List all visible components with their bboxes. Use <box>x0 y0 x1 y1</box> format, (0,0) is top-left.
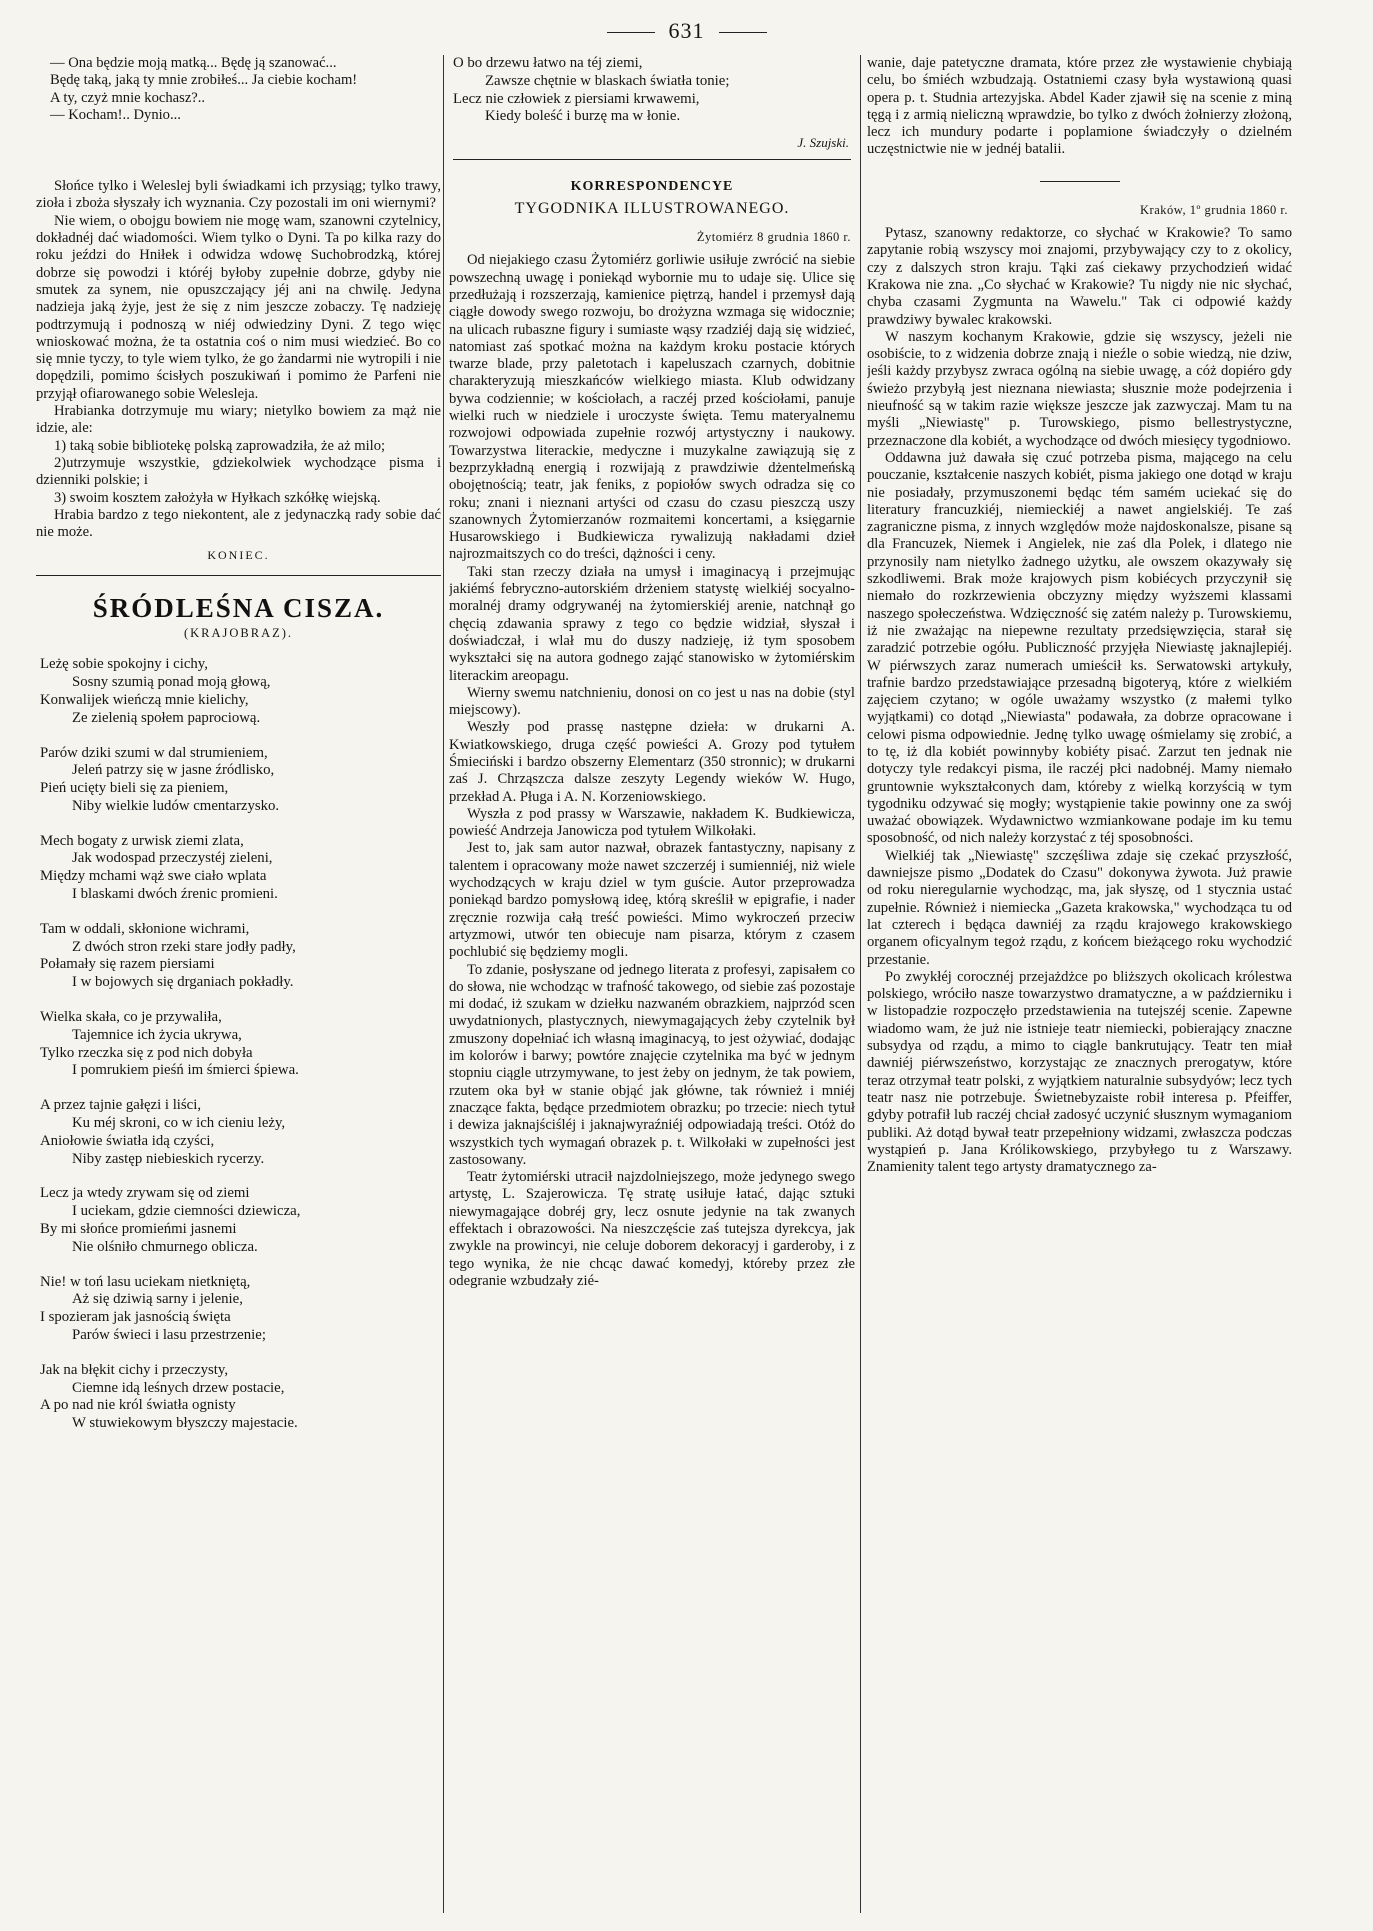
poem-line: Parów dziki szumi w dal strumieniem, <box>40 744 268 761</box>
poem-line: Ku méj skroni, co w ich cieniu leży, <box>72 1115 286 1132</box>
article-paragraph: To zdanie, posłyszane od jednego literata z profesyi, zapisałem co do słowa, nie wchodząc w trafność takowego, od siebie zaś pozostaje mi dodać, iż szukam w dziełku nazwaném obrazkiem, najprzód scen uwydatnionych, plastycznych, niewymagających żeby czytelnik był zmuszony dopełniać ich własną imaginacyą, to jest ożywiać, dodając im kolorów i barwy; powtóre znajęcie czytelnika ma być w jednym stopniu ciągle utrzymywane, to jest żeby on jednym, że tak powiem, rzutem oka był w stanie objąć jak główne, tak również i mniéj znaczące fakta, będące przedmiotem obrazku; po trzecie: niech tytuł i dewiza jaknajściśléj i jaknajwyraźniéj odpowiadają treści. Otóż do wszystkich tych wymagań obrazek p. t. Wilkołaki w zupełności jest zastosowany. <box>449 961 855 1168</box>
column-1 <box>36 55 441 1915</box>
poem-line: A przez tajnie gałęzi i liści, <box>40 1097 202 1114</box>
poem-line: Ze zielenią społem paprociową. <box>72 709 261 726</box>
column-2 <box>449 55 855 1915</box>
dialogue-line: — Ona będzie moją matką... Będę ją szanować... <box>50 55 337 71</box>
poem-stanza <box>36 921 441 992</box>
poem-line: Leżę sobie spokojny i cichy, <box>40 656 208 673</box>
poem-line: Tam w oddali, skłonione wichrami, <box>40 920 250 937</box>
poem-stanza <box>36 1009 441 1080</box>
article-paragraph: Wierny swemu natchnieniu, donosi on co jest u nas na dobie (styl miejscowy). <box>449 684 855 719</box>
dateline: Żytomiérz 8 grudnia 1860 r. <box>696 230 851 245</box>
poem-line: Nie olśniło chmurnego oblicza. <box>72 1238 258 1255</box>
story-paragraph: 1) taką sobie bibliotekę polską zaprowadziła, że aż milo; <box>54 437 386 454</box>
poem-line: Zawsze chętnie w blaskach światła tonie; <box>485 72 730 89</box>
poem-line: Ciemne idą leśnych drzew postacie, <box>72 1379 285 1396</box>
story-paragraph: Hrabianka dotrzymuje mu wiary; nietylko bowiem za mąż nie idzie, ale: <box>36 403 441 437</box>
poem-line: A po nad nie król światła ognisty <box>40 1397 236 1414</box>
poem-line: Aniołowie światła idą czyści, <box>40 1132 215 1149</box>
poem-line: I w bojowych się drganiach pokładły. <box>72 974 294 991</box>
page-number-text: 631 <box>668 18 705 43</box>
article-paragraph: wanie, daje patetyczne dramata, które przez złe wystawienie chybiają celu, bo śmiéch wzbudzają. Ostatniemi czasy była wystawioną quasi opera p. t. Studnia artezyjska. Abdel Kader zjawił się na scenie z miną tęgą i z armią nieliczną wprawdzie, bo tylko z dwóch żołnierzy złożoną, lecz ich mundury podarte i poplamione świadczyły o dzielném uczęstnictwie nie w jednéj batalii. <box>867 55 1292 158</box>
poem-line: Lecz ja wtedy zrywam się od ziemi <box>40 1185 250 1202</box>
poem-stanza <box>36 1185 441 1256</box>
poem-line: Tylko rzeczka się z pod nich dobyła <box>40 1044 253 1061</box>
poem-line: Tajemnice ich życia ukrywa, <box>72 1026 242 1043</box>
poem-line: W stuwiekowym błyszczy majestacie. <box>72 1415 298 1432</box>
dialogue-line: Będę taką, jaką ty mnie zrobiłeś... Ja ciebie kocham! <box>50 72 358 89</box>
poem-line: Pień ucięty bieli się za pieniem, <box>40 780 229 797</box>
story-paragraph: Słońce tylko i Weleslej byli świadkami ich przysiąg; tylko trawy, zioła i zboża słyszały ich wyznania. Czy pozostali im oni wiernymi? <box>36 178 441 212</box>
poem-line: Kiedy boleść i burzę ma w łonie. <box>485 108 681 125</box>
article-paragraph: Od niejakiego czasu Żytomiérz gorliwie usiłuje zwrócić na siebie powszechną uwagę i poniekąd wybornie mu to udaje się. Ulice się przedłużają i rozszerzają, kamienice piętrzą, handel i przemysł dają ciągłe dowody swego rozwoju, bo drożyzna wzmaga się widocznie; na ulicach rubaszne figury i sumiaste wąsy rzadziéj dają się widzieć, natomiast zaś spotkać można na każdym kroku postacie których twarze blade, przy paletotach i kapeluszach czarnych, dobitnie charakteryzują mieszkańców wielkiego miasta. Klub odwidzany bywa codziennie; w kościołach, a raczéj przed kościołami, panuje wielki ruch w niedziele i uroczyste święta. Temu materyalnemu rozwojowi odpowiada zupełnie rozwój artystyczny i naukowy. Towarzystwa literackie, medyczne i muzykalne zawiązują się z bezprzykładną energią i rozwijają z prawdziwie dżentelmeńską obojętnością; teatr, jak feniks, z popiołów swych odradza się co roku; znani i nieznani artyści od czasu do czasu pieszczą uszy szanownych Żytomierzanów rozmaitemi koncertami, a księgarnie Husarowskiego i Budkiewicza rywalizują nakładami dzieł najrozmaitszych co do treści, dążności i ceny. <box>449 252 855 563</box>
section-rule <box>453 159 851 160</box>
poem-stanza <box>36 656 441 727</box>
page-number <box>0 18 1373 44</box>
poem-line: Wielka skała, co je przywaliła, <box>40 1009 222 1026</box>
section-rule <box>1040 181 1120 182</box>
story-paragraph: 2)utrzymuje wszystkie, gdziekolwiek wychodzące pisma i dzienniki polskie; i <box>36 454 441 489</box>
poem-line: Niby zastęp niebieskich rycerzy. <box>72 1150 265 1167</box>
poem-stanza <box>36 1362 441 1433</box>
poem-stanza <box>36 833 441 904</box>
poem-line: Jak wodospad przeczystéj zieleni, <box>72 850 273 867</box>
article-paragraph: W naszym kochanym Krakowie, gdzie się wszyscy, jeżeli nie osobiście, to z widzenia dobrze znają i nieźle o sobie wiedzą, nie dziw, jeśli każdy przybysz zwraca ogólną na siebie uwagę, a cóż dopiéro gdy świeżo przybyłą jest nieznana niewiasta; słusznie może podejrzenia i nieufność są w takim razie większe jeszcze jak zazwyczaj. Mam tu na myśli „Niewiastę" p. Turowskiego, pismo bellestrystyczne, przeznaczone dla kobiét, a wychodzące od dwóch miesięcy tygodniowo. <box>867 328 1292 449</box>
poem-body <box>36 656 441 1433</box>
poem-line: Konwalijek wieńczą mnie kielichy, <box>40 691 249 708</box>
poem-author: J. Szujski. <box>797 135 849 151</box>
poem-line: Niby wielkie ludów cmentarzysko. <box>72 797 280 814</box>
section-subtitle: TYGODNIKA ILLUSTROWANEGO. <box>514 199 790 217</box>
story-paragraph: Hrabia bardzo z tego niekontent, ale z jedynaczką rady sobie dać nie może. <box>36 506 441 541</box>
poem-stanza <box>449 55 855 126</box>
section-title: KORRESPONDENCYE <box>570 179 734 195</box>
poem-line: By mi słońce promieńmi jasnemi <box>40 1221 237 1238</box>
poem-line: Między mchami wąż swe ciało wplata <box>40 868 267 885</box>
story-dialogue <box>36 55 441 124</box>
poem-subtitle: (KRAJOBRAZ). <box>183 626 294 641</box>
column-divider <box>860 55 861 1913</box>
page-number-left-dash <box>607 32 655 33</box>
poem-title: ŚRÓDLEŚNA CISZA. <box>92 592 385 623</box>
story-end-marker: KONIEC. <box>207 548 270 563</box>
dateline: Kraków, 1º grudnia 1860 r. <box>1140 202 1288 217</box>
dialogue-line: — Kocham!.. Dynio... <box>50 106 181 123</box>
poem-line: Z dwóch stron rzeki stare jodły padły, <box>72 938 296 955</box>
column-3 <box>867 55 1292 1915</box>
article-paragraph: Po zwykłéj corocznéj przejażdżce po bliższych okolicach królestwa polskiego, wróciło nasze towarzystwo dramatyczne, a w październiku i w listopadzie rozpoczęło przedstawienia na tutejszéj scenie. Zapewne wiadomo wam, że już nie istnieje teatr niemiecki, pobierający znaczne subsydya od rządu, a mimo to ciągle bankrutujący. Teatr ten miał dawniéj piérwszeństwo, korzystając ze znacznych prerogatyw, które teraz otrzymał teatr polski, z wyjątkiem naturalnie subsydyów; lecz tych teatr nasz nie potrzebuje. Świetnebyzaiste robił interesa p. Pfeiffer, gdyby potrafił lub raczéj chciał zadosyć uczynić słusznym wymaganiom publiki. Aż dotąd bywał teatr przepełniony widzami, zwłaszcza podczas wystąpień p. Jana Królikowskiego, przybyłego tu z Warszawy. Znamienity talent tego artysty dramatycznego za- <box>867 968 1292 1176</box>
poem-line: Połamały się razem piersiami <box>40 956 215 973</box>
poem-line: I pomrukiem pieśń im śmierci śpiewa. <box>72 1062 299 1079</box>
poem-line: I spozieram jak jasnością święta <box>40 1309 231 1326</box>
article-paragraph: Taki stan rzeczy działa na umysł i imaginacyą i przejmując jakiémś febryczno-autorskiém drżeniem statystę wielkiéj socyalno-moralnéj dramy odgrywanéj na żytomierskiéj arenie, natchnął go chęcią zdawania sprawy z tego co będzie widział, słyszał i doświadczał, i wlał mu do duszy nadzieję, iż tym sposobem wykształci się na autora godnego zająć stanowisko w żytomiérskim literackim areopagu. <box>449 563 855 684</box>
poem-line: I uciekam, gdzie ciemności dziewicza, <box>72 1203 301 1220</box>
article-paragraph: Weszły pod prassę następne dzieła: w drukarni A. Kwiatkowskiego, druga część powieści A. Grozy pod tytułem Śmieciński i bardzo obszerny Elementarz (350 stronnic); w drukarni zaś J. Chrząszcza dalsze zeszyty Legendy wieków W. Hugo, przekład A. Pługa i A. N. Korzeniowskiego. <box>449 719 855 805</box>
article-paragraph: Wielkiéj tak „Niewiastę" szczęśliwa zdaje się czekać przyszłość, dawniejsze pismo „Dodatek do Czasu" dokonywa żywota. Już prawie od roku nieregularnie wychodząc, ma, jak słyszę, od 1 stycznia ustać zupełnie. Również i niemiecka „Gazeta krakowska," wychodząca tu od lat czterech i będąca dawniéj za rządu krajowego krakowskiego organem oficyalnym tegoż rządu, z końcem bieżącego roku wychodzić przestanie. <box>867 847 1292 968</box>
poem-line: Jak na błękit cichy i przeczysty, <box>40 1361 229 1378</box>
poem-stanza <box>36 745 441 816</box>
story-paragraph: Nie wiem, o obojgu bowiem nie mogę wam, szanowni czytelnicy, dokładnéj dać wiadomości. Wiem tylko o Dyni. Ta po kilka razy do roku jeździ do Hniłek i odwidza wdowę Suchobrodzką, której dobrze się powodzi i któréj byłoby zupełnie dobrze, gdyby nie smutek za synem, nie opuszczający jéj ani na chwilę. Jedyna nadzieja jaką żyje, jest że się z nim jeszcze zobaczy. Tę nadzieję podtrzymują i podnoszą w niéj odwiedziny Dyni. Z tego więc wnioskować można, że ta ostatnia coś o nim musi wiedzieć. Bo co się mnie tyczy, to tyle wiem tylko, że go żandarmi nie wytropili i nie dopędzili, pomimo ścisłych poszukiwań i pomimo że Parfeni nie przyjął ofiarowanego sobie Welesleja. <box>36 212 441 402</box>
story-paragraph: 3) swoim kosztem założyła w Hyłkach szkółkę wiejską. <box>54 489 381 506</box>
dialogue-line: A ty, czyż mnie kochasz?.. <box>50 89 206 106</box>
poem-line: Nie! w toń lasu uciekam nietkniętą, <box>40 1273 251 1290</box>
poem-line: O bo drzewu łatwo na téj ziemi, <box>453 55 643 71</box>
poem-line: I blaskami dwóch źrenic promieni. <box>72 886 278 903</box>
article-paragraph: Oddawna już dawała się czuć potrzeba pisma, mającego na celu pouczanie, kształcenie naszych kobiét, pisma jakiego one dotąd w kraju nie posiadały, przymuszonemi będąc tém samém uciekać się do literatury francuzkiéj, niemieckiéj a nawet angielskiéj. Te zaś zagraniczne pisma, z innych względów może najdoskonalsze, pisane są dla Francuzek, Niemek i Angielek, nie zaś dla Polek, i dlatego nie przynosily nam nietylko żadnego użytku, ale owszem okazywały się szkodliwemi. Brak może krajowych pism kobiécych przyczynił się niemało do rozkrzewienia obczyzny między wyższemi klassami naszego społeczeństwa. Wdzięczność się zatém należy p. Turowskiemu, iż nie zważając na niepewne rezultaty przedsięwzięcia, starał się zaradzić potrzebie ogółu. Publiczność przyjęła Niewiastę jaknajlepiéj. W piérwszych zaraz numerach umieścił ks. Serwatowski artykuły, trafnie bardzo przedstawiające przesadną bigoteryą, które z wielkiém zajęciem czytano; w ogóle uważamy wszystko (z małemi tylko wyjątkami) co dotąd „Niewiasta" podawała, za dobrze opracowane i celowi pisma odpowiednie. Jednę tylko uwagę ośmielamy się zrobić, a to tę, iż dla kobiét powinnyby kobiéty pisać. Zarzut ten jednak nie dotyczy tyle redakcyi pisma, ile raczéj płci nadobnéj. Mamy niemało gruntownie wykształconych dam, któreby z wielką korzyścią w tym tygodniku odzywać się mogły; wystąpienie takie powinny one za swój uważać obowiązek. Wydawnictwo wzmiankowane podaje im ku temu sposobność, od nich należy korzystać z téj sposobności. <box>867 449 1292 847</box>
poem-line: Parów świeci i lasu przestrzenie; <box>72 1327 266 1344</box>
poem-line: Aż się dziwią sarny i jelenie, <box>72 1291 243 1308</box>
article-paragraph: Jest to, jak sam autor nazwał, obrazek fantastyczny, napisany z talentem i opracowany może nawet szczerzéj i sumienniéj, niż wiele wychodzących w kraju dziel w tym guście. Autor przeprowadza poniekąd bardzo pomysłową ideę, którą skreślił w epigrafie, i nader zręcznie rozwija całą treść powieści. Mimo wykroczeń przeciw artyzmowi, utwór ten obiecuje nam pisarza, którym z czasem pochlubić się będziemy mogli. <box>449 840 855 961</box>
poem-stanza <box>36 1097 441 1168</box>
poem-line: Sosny szumią ponad moją głową, <box>72 674 271 691</box>
poem-line: Jeleń patrzy się w jasne źródlisko, <box>72 762 275 779</box>
article-paragraph: Teatr żytomiérski utracił najzdolniejszego, może jedynego swego artystę, L. Szajerowicza. Tę stratę usiłuje łatać, dając sztuki niewymagające dobréj gry, lecz osnute jedynie na tak zwanych effektach i obrazowości. Na nieszczęście zaś tutejsza dyrekcya, jak zwykle na prowincyi, nie celuje doborem dekoracyj i garderoby, i z tego wynika, że nie chcąc dawać komedyj, któreby przez złe odegranie wzbudzały zié- <box>449 1169 855 1289</box>
poem-line: Mech bogaty z urwisk ziemi zlata, <box>40 832 244 849</box>
poem-stanza <box>36 1274 441 1345</box>
column-divider <box>443 55 444 1913</box>
section-rule <box>36 575 441 576</box>
article-paragraph: Wyszła z pod prassy w Warszawie, nakładem K. Budkiewicza, powieść Andrzeja Janowicza pod tytułem Wilkołaki. <box>449 805 855 840</box>
article-paragraph: Pytasz, szanowny redaktorze, co słychać w Krakowie? To samo zapytanie robią wszyscy moi znajomi, przybywający czy to z okolicy, czy z dalszych stron kraju. Tąki zaś ciekawy przychodzień widać Krakowa nie zna. „Co słychać w Krakowie? Tu nigdy nie nic słychać, chyba czasami Zygmunta na Wawelu." Tak ci odpowié każdy prawdziwy bywalec krakowski. <box>867 225 1292 328</box>
poem-line: Lecz nie człowiek z piersiami krwawemi, <box>453 90 700 107</box>
page-number-right-dash <box>719 32 767 33</box>
